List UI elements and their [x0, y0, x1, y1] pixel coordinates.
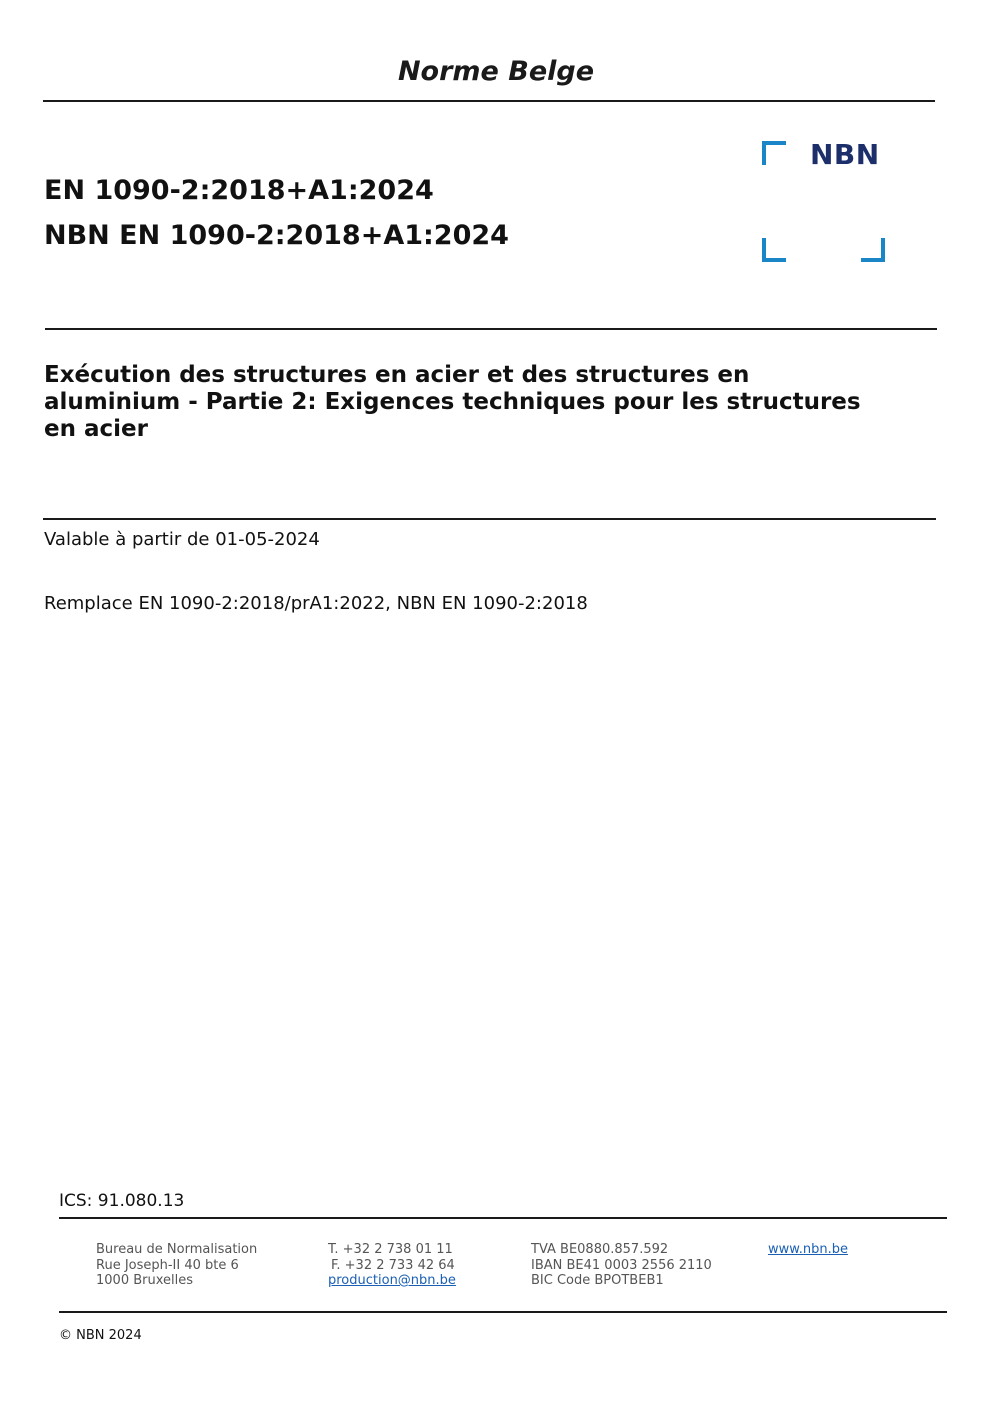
copyright-notice: © NBN 2024 — [59, 1328, 142, 1343]
document-title — [44, 362, 894, 443]
header-divider — [43, 100, 935, 102]
footer-address — [96, 1242, 257, 1289]
footer-bank — [531, 1242, 712, 1289]
title-top-divider — [45, 328, 937, 330]
nbn-standard-code: NBN EN 1090-2:2018+A1:2024 — [44, 220, 509, 251]
footer-iban: IBAN BE41 0003 2556 2110 — [531, 1257, 712, 1273]
document-title-line: Exécution des structures en acier et des structures en — [44, 362, 750, 388]
ics-code: ICS: 91.080.13 — [59, 1191, 185, 1211]
logo-corner-bottom-left-icon — [762, 238, 786, 262]
footer-website-link[interactable]: www.nbn.be — [768, 1242, 848, 1257]
footer-vat: TVA BE0880.857.592 — [531, 1242, 669, 1257]
page-header-title: Norme Belge — [397, 56, 595, 87]
document-title-line: aluminium - Partie 2: Exigences techniques pour les structures — [44, 389, 861, 415]
footer-address-line: Bureau de Normalisation — [96, 1242, 258, 1257]
footer-contact — [328, 1242, 456, 1289]
footer-address-line: Rue Joseph-II 40 bte 6 — [96, 1257, 239, 1273]
validity-date: Valable à partir de 01-05-2024 — [44, 529, 320, 550]
footer-address-line: 1000 Bruxelles — [96, 1273, 194, 1288]
logo-corner-bottom-right-icon — [861, 238, 885, 262]
nbn-logo — [762, 138, 886, 265]
logo-text: NBN — [810, 138, 880, 171]
footer-bic: BIC Code BPOTBEB1 — [531, 1273, 664, 1288]
footer-email-link[interactable]: production@nbn.be — [328, 1273, 456, 1288]
footer-bottom-divider — [59, 1311, 947, 1313]
footer-website — [768, 1242, 848, 1258]
en-standard-code: EN 1090-2:2018+A1:2024 — [44, 175, 434, 206]
footer-fax: F. +32 2 733 42 64 — [331, 1257, 455, 1273]
footer-top-divider — [59, 1217, 947, 1219]
document-title-line: en acier — [44, 416, 148, 442]
footer-phone: T. +32 2 738 01 11 — [328, 1242, 453, 1257]
logo-corner-top-left-icon — [762, 141, 786, 165]
replaces-standards: Remplace EN 1090-2:2018/prA1:2022, NBN EN 1090-2:2018 — [44, 593, 588, 614]
title-bottom-divider — [43, 518, 936, 520]
